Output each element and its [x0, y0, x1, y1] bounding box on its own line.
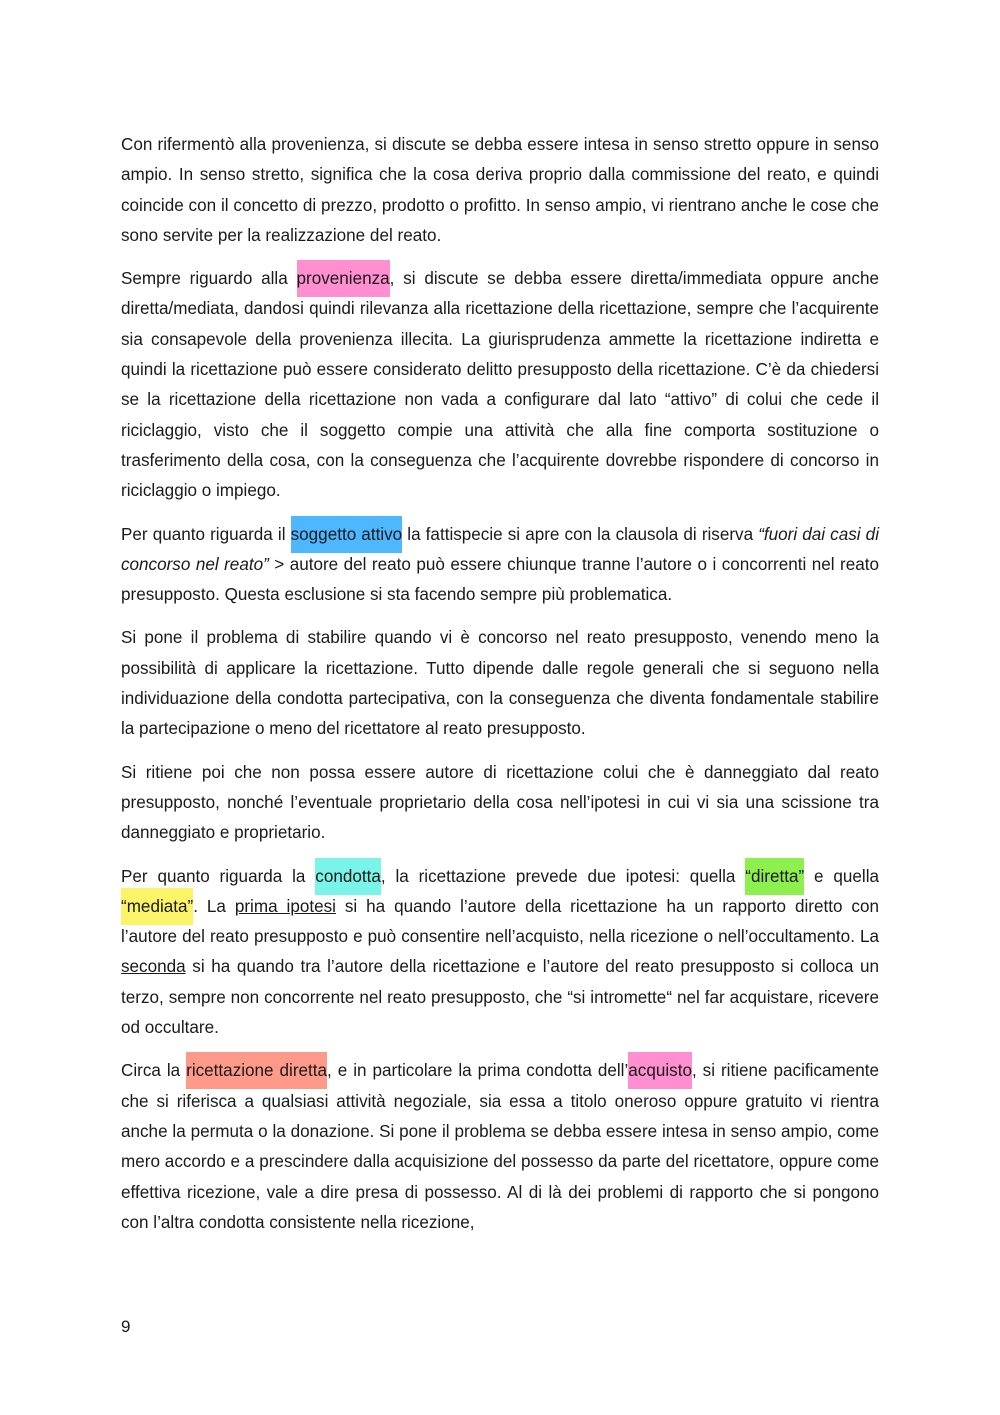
paragraph-5-text: Si ritiene poi che non possa essere autore di ricettazione colui che è danneggiato dal reato presupposto, nonché l’eventuale proprietario della cosa nell’ipotesi in cui vi sia una scissione tra danneggiato e proprietario.: [121, 762, 879, 843]
underline-seconda: seconda: [121, 957, 186, 977]
paragraph-3-text-c: > autore del reato può essere chiunque tranne l’autore o i concorrenti nel reato presupposto. Questa esclusione si sta facendo sempre più problematica.: [121, 554, 880, 605]
paragraph-6-text-d: . La: [193, 896, 235, 916]
paragraph-6-text-f: si ha quando tra l’autore della ricettazione e l’autore del reato presupposto si colloca un terzo, sempre non concorrente nel reato presupposto, che “si intromette“ nel far acquistare, ricevere od occultare.: [121, 957, 879, 1038]
highlight-mediata: “mediata”: [121, 888, 193, 925]
highlight-soggetto-attivo: soggetto attivo: [291, 516, 403, 553]
paragraph-7-text-a: Circa la: [121, 1061, 187, 1081]
paragraph-3-text-b: la fattispecie si apre con la clausola di riserva: [402, 524, 759, 544]
clause-quote: “fuori dai casi di concorso nel reato”: [121, 524, 879, 574]
paragraph-6-text-e: si ha quando l’autore della ricettazione ha un rapporto diretto con l’autore del reato presupposto e può consentire nell’acquisto, nella ricezione o nell’occultamento. La: [121, 896, 879, 947]
highlight-acquisto: acquisto: [628, 1052, 692, 1089]
paragraph-7-text-c: , si ritiene pacificamente che si riferisca a qualsiasi attività negoziale, sia essa a titolo oneroso oppure gratuito vi rientra anche la permuta o la donazione. Si pone il problema se debba essere intesa in senso ampio, come mero accordo e a prescindere dalla acquisizione del possesso da parte del ricettatore, oppure come effettiva ricezione, vale a dire presa di possesso. Al di là dei problemi di rapporto che si pongono con l’altra condotta consistente nella ricezione,: [121, 1061, 879, 1232]
paragraph-3: [121, 520, 879, 611]
paragraph-3-text-a: Per quanto riguarda il: [121, 524, 291, 544]
highlight-provenienza: provenienza: [297, 260, 390, 297]
paragraph-2: [121, 264, 879, 506]
paragraph-1: [121, 130, 879, 251]
paragraph-7: [121, 1056, 879, 1238]
paragraph-4: [121, 623, 879, 744]
paragraph-6-text-b: , la ricettazione prevede due ipotesi: quella: [380, 866, 746, 886]
paragraph-1-text: Con rifermentò alla provenienza, si discute se debba essere intesa in senso stretto oppure in senso ampio. In senso stretto, significa che la cosa deriva proprio dalla commissione del reato, e quindi coincide con il concetto di prezzo, prodotto o profitto. In senso ampio, vi rientrano anche le cose che sono servite per la realizzazione del reato.: [121, 135, 879, 245]
paragraph-2-text-b: , si discute se debba essere diretta/immediata oppure anche diretta/mediata, dandosi quindi rilevanza alla ricettazione della ricettazione, sempre che l’acquirente sia consapevole della provenienza illecita. La giurisprudenza ammette la ricettazione indiretta e quindi la ricettazione può essere considerato delitto presupposto della ricettazione. C’è da chiedersi se la ricettazione della ricettazione non vada a configurare dal lato “attivo” di colui che cede il riciclaggio, visto che il soggetto compie una attività che alla fine comporta sostituzione o trasferimento della cosa, con la conseguenza che l’acquirente dovrebbe rispondere di concorso in riciclaggio o impiego.: [121, 269, 879, 501]
paragraph-6-text-a: Per quanto riguarda la: [121, 866, 316, 886]
page-number: 9: [121, 1317, 131, 1336]
paragraph-5: [121, 758, 879, 849]
paragraph-4-text: Si pone il problema di stabilire quando vi è concorso nel reato presupposto, venendo meno la possibilità di applicare la ricettazione. Tutto dipende dalle regole generali che si seguono nella individuazione della condotta partecipativa, con la conseguenza che diventa fondamentale stabilire la partecipazione o meno del ricettatore al reato presupposto.: [121, 628, 879, 739]
underline-prima-ipotesi: prima ipotesi: [234, 896, 336, 916]
highlight-diretta: “diretta”: [745, 858, 804, 895]
highlight-ricettazione-diretta: ricettazione diretta: [186, 1052, 327, 1089]
document-body: [121, 130, 879, 1251]
highlight-condotta: condotta: [315, 858, 381, 895]
paragraph-6-text-c: e quella: [804, 866, 879, 886]
paragraph-7-text-b: , e in particolare la prima condotta dell’: [327, 1061, 629, 1081]
paragraph-6: [121, 862, 879, 1044]
paragraph-2-text-a: Sempre riguardo alla: [121, 269, 297, 289]
